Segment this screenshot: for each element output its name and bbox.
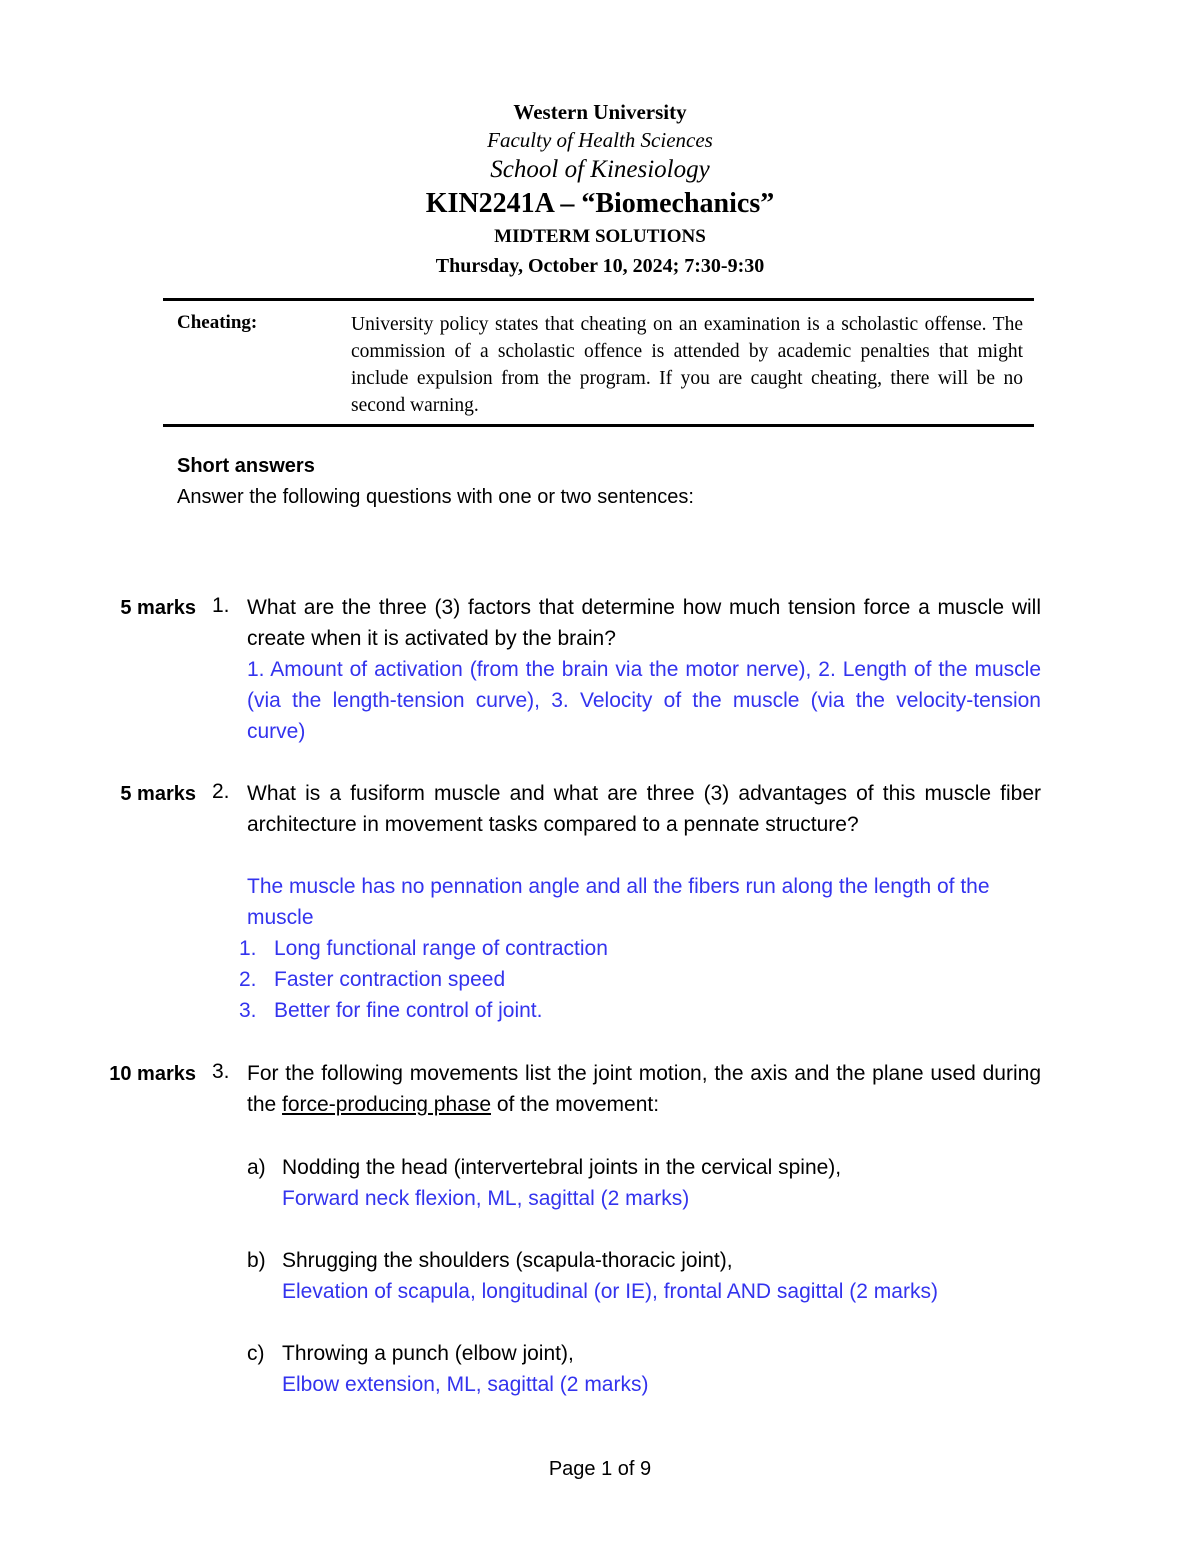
q3-part-label: c)	[247, 1342, 265, 1365]
q3-number: 3.	[212, 1060, 230, 1083]
q3-part-text: Nodding the head (intervertebral joints in the cervical spine),	[282, 1156, 842, 1179]
section-instruction: Answer the following questions with one or two sentences:	[177, 486, 694, 508]
q2-answer-item-text: Faster contraction speed	[274, 968, 506, 991]
q3-text	[247, 1058, 1041, 1120]
q3-part-label: b)	[247, 1249, 266, 1272]
course-title: KIN2241A – “Biomechanics”	[425, 188, 775, 219]
school-name: School of Kinesiology	[490, 156, 710, 183]
page-number: Page 1 of 9	[548, 1458, 652, 1480]
q3-part-c	[247, 1338, 1037, 1400]
q3-part-b	[247, 1245, 1037, 1307]
q3-part-answer: Forward neck flexion, ML, sagittal (2 marks)	[282, 1187, 690, 1210]
document-header	[0, 98, 1200, 280]
cheating-text: University policy states that cheating on an examination is a scholastic offense. The commission of a scholastic offence is attended by academic penalties that might include expulsion from the program. If you are caught cheating, there will be no second warning.	[351, 314, 1023, 416]
q1-marks: 5 marks	[120, 597, 196, 619]
q2-answer-item	[239, 995, 1041, 1026]
q2-answer-item	[239, 964, 1041, 995]
q3-part-a	[247, 1152, 1037, 1214]
q1-answer: 1. Amount of activation (from the brain via the motor nerve), 2. Length of the muscle (via the length-tension curve), 3. Velocity of the muscle (via the velocity-tension curve)	[247, 658, 1041, 743]
top-rule	[163, 298, 1034, 301]
q3-text-after: of the movement:	[491, 1093, 660, 1116]
q2-answer-item-number: 2.	[239, 968, 257, 991]
q1-text: What are the three (3) factors that determine how much tension force a muscle will create when it is activated by the brain?	[247, 596, 1041, 650]
q2-answer-item	[239, 933, 1041, 964]
faculty-name: Faculty of Health Sciences	[487, 128, 713, 152]
exam-title: MIDTERM SOLUTIONS	[494, 226, 706, 247]
section-title: Short answers	[177, 455, 315, 477]
q3-part-label: a)	[247, 1156, 266, 1179]
q3-part-answer: Elevation of scapula, longitudinal (or IE), frontal AND sagittal (2 marks)	[282, 1280, 938, 1303]
q1-number: 1.	[212, 594, 230, 617]
q2-answer-item-text: Better for fine control of joint.	[274, 999, 543, 1022]
q3-part-text: Throwing a punch (elbow joint),	[282, 1342, 574, 1365]
bottom-rule	[163, 424, 1034, 427]
q2-text: What is a fusiform muscle and what are three (3) advantages of this muscle fiber architecture in movement tasks compared to a pennate structure?	[247, 782, 1041, 836]
q3-text-underlined: force-producing phase	[282, 1093, 491, 1116]
q2-answer-item-number: 3.	[239, 999, 257, 1022]
q2-answer-item-text: Long functional range of contraction	[274, 937, 608, 960]
q2-answer-item-number: 1.	[239, 937, 257, 960]
q2-answer	[239, 871, 1041, 1026]
q2-answer-intro: The muscle has no pennation angle and all the fibers run along the length of the muscle	[247, 875, 990, 929]
q2-number: 2.	[212, 780, 230, 803]
q3-part-answer: Elbow extension, ML, sagittal (2 marks)	[282, 1373, 649, 1396]
university-name: Western University	[513, 100, 687, 124]
q2-marks: 5 marks	[120, 783, 196, 805]
q3-marks: 10 marks	[109, 1063, 196, 1085]
q3-text-before: For the following movements list the joint motion, the axis and the plane used during the	[247, 1062, 1041, 1116]
cheating-label: Cheating:	[177, 312, 258, 333]
q3-part-text: Shrugging the shoulders (scapula-thoracic joint),	[282, 1249, 733, 1272]
exam-date: Thursday, October 10, 2024; 7:30-9:30	[435, 255, 765, 277]
